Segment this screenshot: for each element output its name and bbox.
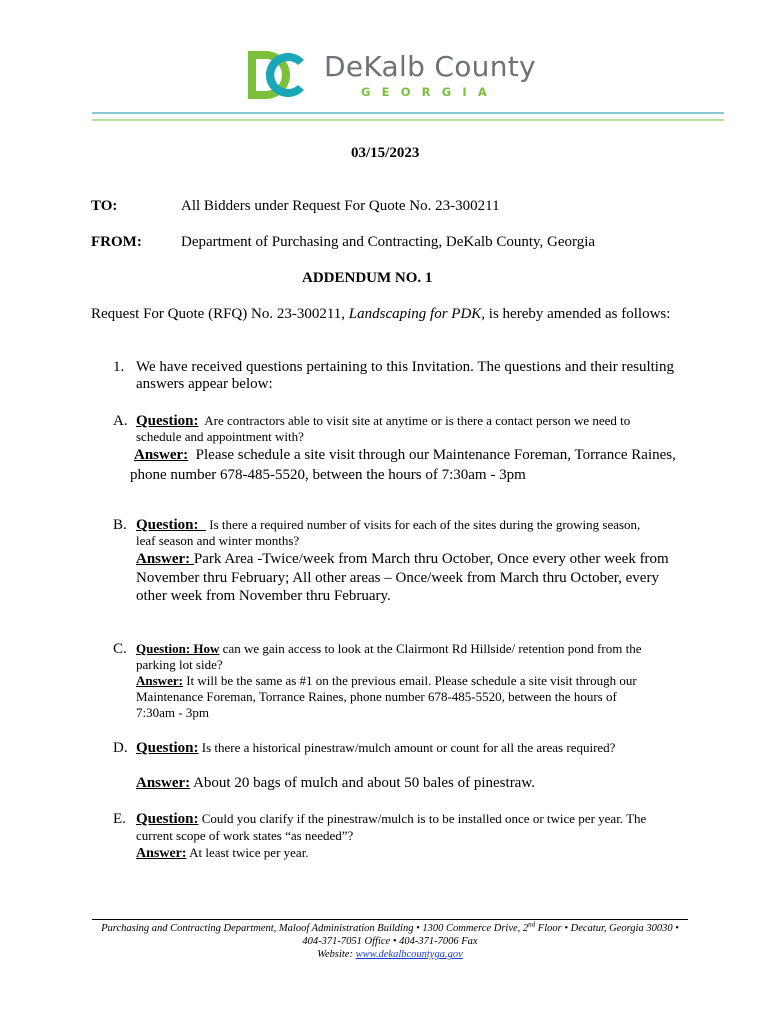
question-label: Question: How: [136, 641, 220, 656]
question-text: Could you clarify if the pinestraw/mulch is to be installed once or twice per year. The: [198, 811, 647, 826]
answer-text: other week from November thru February.: [136, 588, 391, 604]
memo-date: 03/15/2023: [351, 145, 420, 161]
county-logo: [248, 48, 536, 104]
qa-letter: C.: [113, 641, 127, 657]
answer-label: Answer:: [136, 673, 183, 688]
question-text: schedule and appointment with?: [136, 429, 304, 444]
item-line: We have received questions pertaining to this Invitation. The questions and their resulting: [136, 359, 674, 375]
question-d: [136, 740, 615, 756]
question-a: [136, 413, 630, 429]
intro-pre: Request For Quote (RFQ) No. 23-300211,: [91, 306, 349, 322]
question-label: Question:: [136, 517, 207, 533]
dekalb-dc-logo-icon: [248, 48, 310, 102]
footer-address: [90, 920, 690, 935]
addendum-title: ADDENDUM NO. 1: [302, 270, 433, 286]
answer-a: [134, 446, 676, 464]
org-state: GEORGIA: [361, 85, 498, 99]
answer-label: Answer:: [136, 551, 194, 567]
to-label: TO:: [91, 198, 118, 214]
answer-c: [136, 673, 637, 689]
question-text: parking lot side?: [136, 657, 223, 672]
answer-d: [136, 774, 535, 792]
answer-text: At least twice per year.: [186, 845, 309, 860]
question-text: Is there a required number of visits for each of the sites during the growing season,: [206, 517, 641, 532]
answer-text: Please schedule a site visit through our Maintenance Foreman, Torrance Raines,: [188, 447, 676, 463]
qa-letter: D.: [113, 740, 128, 756]
question-label: Question:: [136, 740, 199, 756]
answer-label: Answer:: [136, 846, 187, 861]
answer-text: 7:30am - 3pm: [136, 705, 209, 720]
item-line: answers appear below:: [136, 376, 273, 392]
website-label: Website:: [317, 949, 356, 960]
answer-text: It will be the same as #1 on the previous email. Please schedule a site visit through our: [182, 673, 637, 688]
question-label: Question:: [136, 811, 199, 827]
question-c: [136, 641, 641, 657]
answer-text: Park Area -Twice/week from March thru October, Once every other week from: [193, 551, 669, 567]
answer-label: Answer:: [134, 447, 189, 463]
footer-website: [90, 949, 690, 961]
answer-text: About 20 bags of mulch and about 50 bales of pinestraw.: [190, 775, 535, 791]
qa-letter: E.: [113, 811, 126, 827]
from-label: FROM:: [91, 234, 142, 250]
footer-phone: 404-371-7051 Office • 404-371-7006 Fax: [302, 936, 478, 947]
question-b: [136, 517, 640, 533]
footer-sup: nd: [528, 920, 536, 929]
footer-address-text: Floor • Decatur, Georgia 30030 •: [535, 923, 679, 934]
question-text: leaf season and winter months?: [136, 533, 300, 548]
answer-text: phone number 678-485-5520, between the hours of 7:30am - 3pm: [130, 467, 526, 483]
from-value: Department of Purchasing and Contracting, DeKalb County, Georgia: [181, 234, 596, 250]
header-rule-green: [92, 119, 724, 121]
question-e: [136, 811, 646, 827]
footer-address-text: Purchasing and Contracting Department, Maloof Administration Building • 1300 Commerce Drive, 2: [101, 923, 529, 934]
question-text: current scope of work states “as needed”?: [136, 828, 354, 843]
footer-rule: [92, 919, 688, 920]
project-title: Landscaping for PDK,: [348, 306, 486, 322]
item-number: 1.: [113, 359, 125, 375]
to-value: All Bidders under Request For Quote No. 23-300211: [181, 198, 500, 214]
intro-post: is hereby amended as follows:: [485, 306, 671, 322]
question-text: can we gain access to look at the Clairmont Rd Hillside/ retention pond from the: [219, 641, 642, 656]
answer-text: Maintenance Foreman, Torrance Raines, phone number 678-485-5520, between the hours of: [136, 689, 617, 704]
question-text: Are contractors able to visit site at anytime or is there a contact person we need to: [198, 413, 631, 428]
org-name: DeKalb County: [324, 50, 536, 83]
answer-b: [136, 550, 669, 568]
header-rule-blue: [92, 112, 724, 114]
intro-paragraph: [91, 305, 670, 323]
answer-label: Answer:: [136, 775, 191, 791]
qa-letter: A.: [113, 413, 128, 429]
qa-letter: B.: [113, 517, 127, 533]
answer-text: November thru February; All other areas – Once/week from March thru October, every: [136, 570, 659, 586]
question-label: Question:: [136, 413, 199, 429]
website-link[interactable]: www.dekalbcountyga.gov: [355, 949, 463, 960]
question-text: Is there a historical pinestraw/mulch amount or count for all the areas required?: [198, 740, 616, 755]
answer-e: [136, 845, 309, 862]
